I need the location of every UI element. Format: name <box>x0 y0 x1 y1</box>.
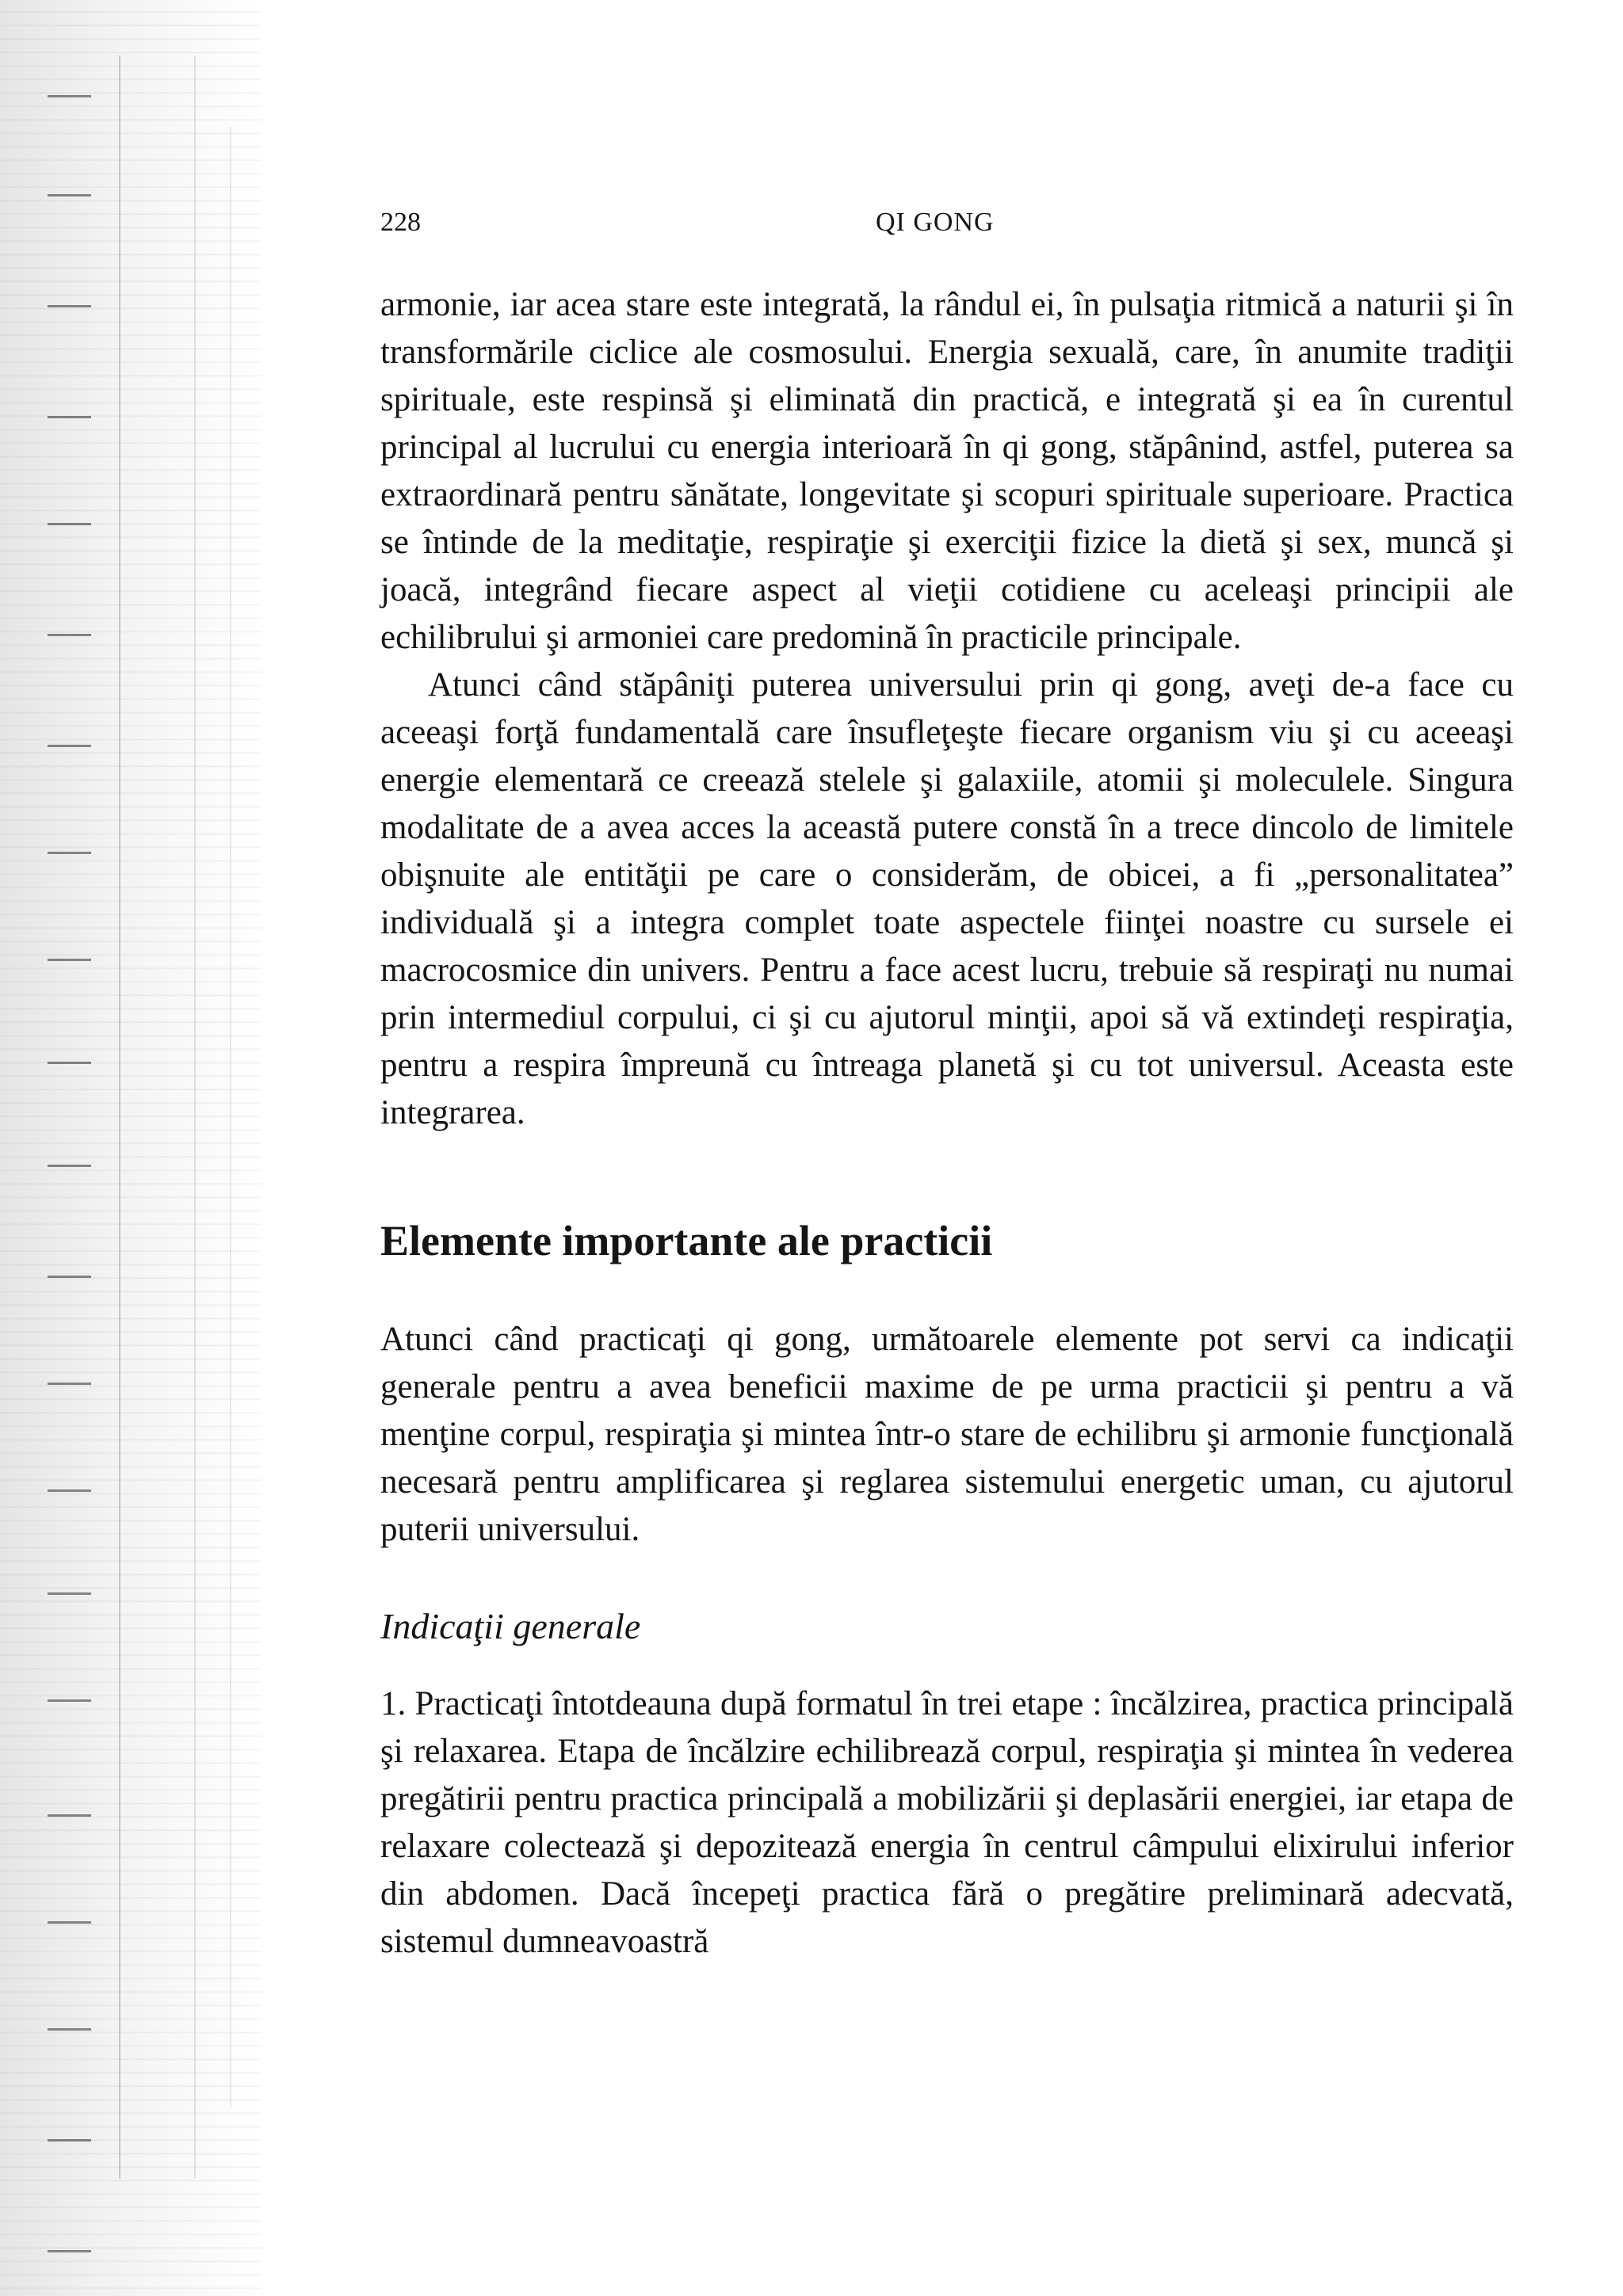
binding-tick <box>48 1165 91 1167</box>
binding-tick <box>48 1383 91 1385</box>
binding-tick <box>48 1814 91 1817</box>
binding-tick <box>48 416 91 418</box>
body-paragraph: armonie, iar acea stare este integrată, la rândul ei, în pulsaţia ritmică a naturii şi în transformările ciclice ale cosmosului. Energia sexuală, care, în anumite tradiţii spirituale, este respinsă şi eliminată din practică, e integrată şi ea în curentul principal al lucrului cu energia interioară în qi gong, stăpânind, astfel, puterea sa extraordinară pentru sănătate, longevitate şi scopuri spirituale superioare. Practica se întinde de la meditaţie, respiraţie şi exerciţii fizice la dietă şi sex, muncă şi joacă, integrând fiecare aspect al vieţii cotidiene cu aceleaşi principii ale echilibrului şi armoniei care predomină în practicile principale. <box>380 286 1514 656</box>
binding-tick <box>48 2028 91 2031</box>
page-body <box>380 281 1514 1966</box>
body-paragraph: Atunci când stăpâniţi puterea universului prin qi gong, aveţi de-a face cu aceeaşi forţă fundamentală care însufleţeşte fiecare organism viu şi cu aceeaşi energie elementară ce creează stelele şi galaxiile, atomii şi moleculele. Singura modalitate de a avea acces la această putere constă în a trece dincolo de limitele obişnuite ale entităţii pe care o considerăm, de obicei, a fi „personalitatea” individuală şi a integra complet toate aspectele fiinţei noastre cu sursele ei macrocosmice din univers. Pentru a face acest lucru, trebuie să respiraţi nu numai prin intermediul corpului, ci şi cu ajutorul minţii, apoi să vă extindeţi respiraţia, pentru a respira împreună cu întreaga planetă şi cu tot universul. Aceasta este integrarea. <box>380 666 1514 1131</box>
binding-tick <box>48 1921 91 1924</box>
running-title: QI GONG <box>876 208 995 237</box>
list-item-paragraph: 1. Practicaţi întotdeauna după formatul în trei etape : încălzirea, practica principală şi relaxarea. Etapa de încălzire echilibrează corpul, respiraţia şi mintea în vederea pregătirii pentru practica principală a mobilizării şi deplasării energiei, iar etapa de relaxare colectează şi depozitează energia în centrul câmpului elixirului inferior din abdomen. Dacă începeţi practica fără o pregătire preliminară adecvată, sistemul dumneavoastră <box>380 1685 1514 1960</box>
binding-tick <box>48 959 91 961</box>
binding-tick <box>48 852 91 854</box>
binding-tick <box>48 1276 91 1278</box>
binding-line <box>119 55 120 2179</box>
binding-tick <box>48 1592 91 1595</box>
page-number: 228 <box>380 208 421 237</box>
binding-tick <box>48 523 91 525</box>
binding-tick <box>48 305 91 307</box>
body-paragraph: Atunci când practicaţi qi gong, următoarele elemente pot servi ca indicaţii generale pentru a avea beneficii maxime de pe urma practicii şi pentru a vă menţine corpul, respiraţia şi mintea într-o stare de echilibru şi armonie funcţională necesară pentru amplificarea şi reglarea sistemului energetic uman, cu ajutorul puterii universului. <box>380 1321 1514 1548</box>
binding-line <box>230 127 231 2107</box>
binding-tick <box>48 194 91 196</box>
binding-tick <box>48 95 91 97</box>
binding-tick <box>48 1489 91 1492</box>
binding-tick <box>48 1699 91 1702</box>
subsection-heading: Indicaţii generale <box>380 1606 641 1646</box>
binding-line <box>194 55 196 2179</box>
scan-binding-shadow <box>0 0 262 2296</box>
binding-tick <box>48 745 91 747</box>
binding-tick <box>48 2139 91 2142</box>
binding-tick <box>48 2250 91 2252</box>
binding-tick <box>48 634 91 636</box>
section-heading: Elemente importante ale practicii <box>380 1217 993 1264</box>
binding-tick <box>48 1062 91 1064</box>
page-header <box>380 208 1514 247</box>
